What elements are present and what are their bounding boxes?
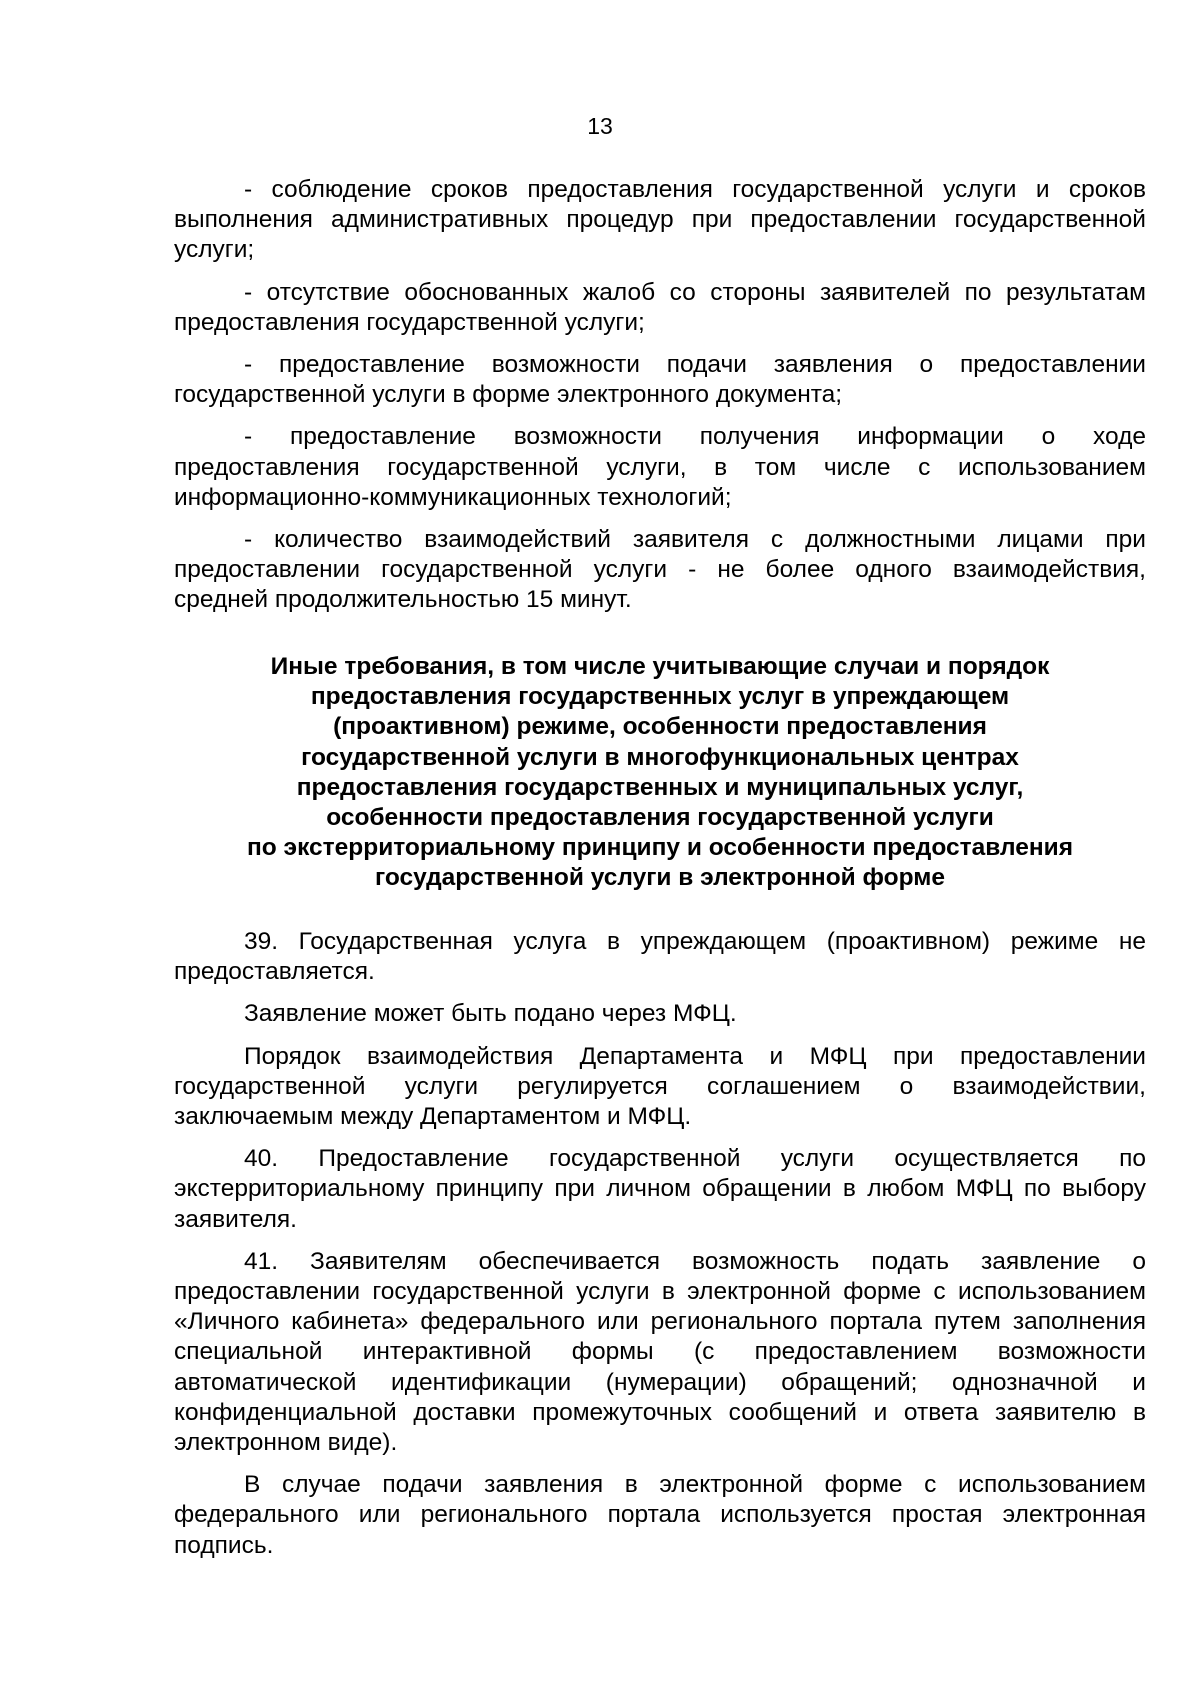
paragraph: 39. Государственная услуга в упреждающем (проактивном) режиме не предоставляется. [174,928,1146,986]
heading-line: предоставления государственных услуг в упреждающем [310,683,1010,711]
list-item: - соблюдение сроков предоставления государственной услуги и сроков выполнения административных процедур при предоставлении государственной услуги; [174,176,1146,264]
heading-line: государственной услуги в многофункциональных центрах [301,743,1019,771]
list-item: - отсутствие обоснованных жалоб со стороны заявителей по результатам предоставления государственной услуги; [174,278,1146,336]
list-item: - предоставление возможности получения информации о ходе предоставления государственной услуги, в том числе с использованием информационно-коммуникационных технологий; [174,423,1146,511]
heading-line: Иные требования, в том числе учитывающие случаи и порядок [270,653,1050,680]
page-number: 13 [587,113,613,139]
heading-line: особенности предоставления государственной услуги [326,804,994,832]
paragraph: 40. Предоставление государственной услуги осуществляется по экстерриториальному принципу при личном обращении в любом МФЦ по выбору заявителя. [174,1145,1146,1233]
section-heading [174,652,1146,894]
heading-line: по экстерриториальному принципу и особенности предоставления [246,834,1074,862]
paragraph: Порядок взаимодействия Департамента и МФЦ при предоставлении государственной услуги регулируется соглашением о взаимодействии, заключаемым между Департаментом и МФЦ. [174,1042,1146,1131]
criteria-list [174,175,1146,616]
section-body [174,927,1146,1561]
heading-line: предоставления государственных и муниципальных услуг, [296,773,1024,801]
paragraph: 41. Заявителям обеспечивается возможность подать заявление о предоставлении государственной услуги в электронной форме с использованием «Личного кабинета» федерального или регионального портала путем заполнения специальной интерактивной формы (с предоставлением возможности автоматической идентификации (нумерации) обращений; однозначной и конфиденциальной доставки промежуточных сообщений и ответа заявителю в электронном виде). [174,1247,1146,1457]
paragraph: Заявление может быть подано через МФЦ. [244,1000,737,1028]
list-item: - количество взаимодействий заявителя с должностными лицами при предоставлении государственной услуги - не более одного взаимодействия, средней продолжительностью 15 минут. [174,526,1146,614]
heading-line: государственной услуги в электронной форме [374,864,946,892]
list-item: - предоставление возможности подачи заявления о предоставлении государственной услуги в форме электронного документа; [174,351,1146,409]
paragraph: В случае подачи заявления в электронной форме с использованием федерального или регионального портала используется простая электронная подпись. [174,1471,1146,1559]
heading-line: (проактивном) режиме, особенности предоставления [333,713,987,741]
